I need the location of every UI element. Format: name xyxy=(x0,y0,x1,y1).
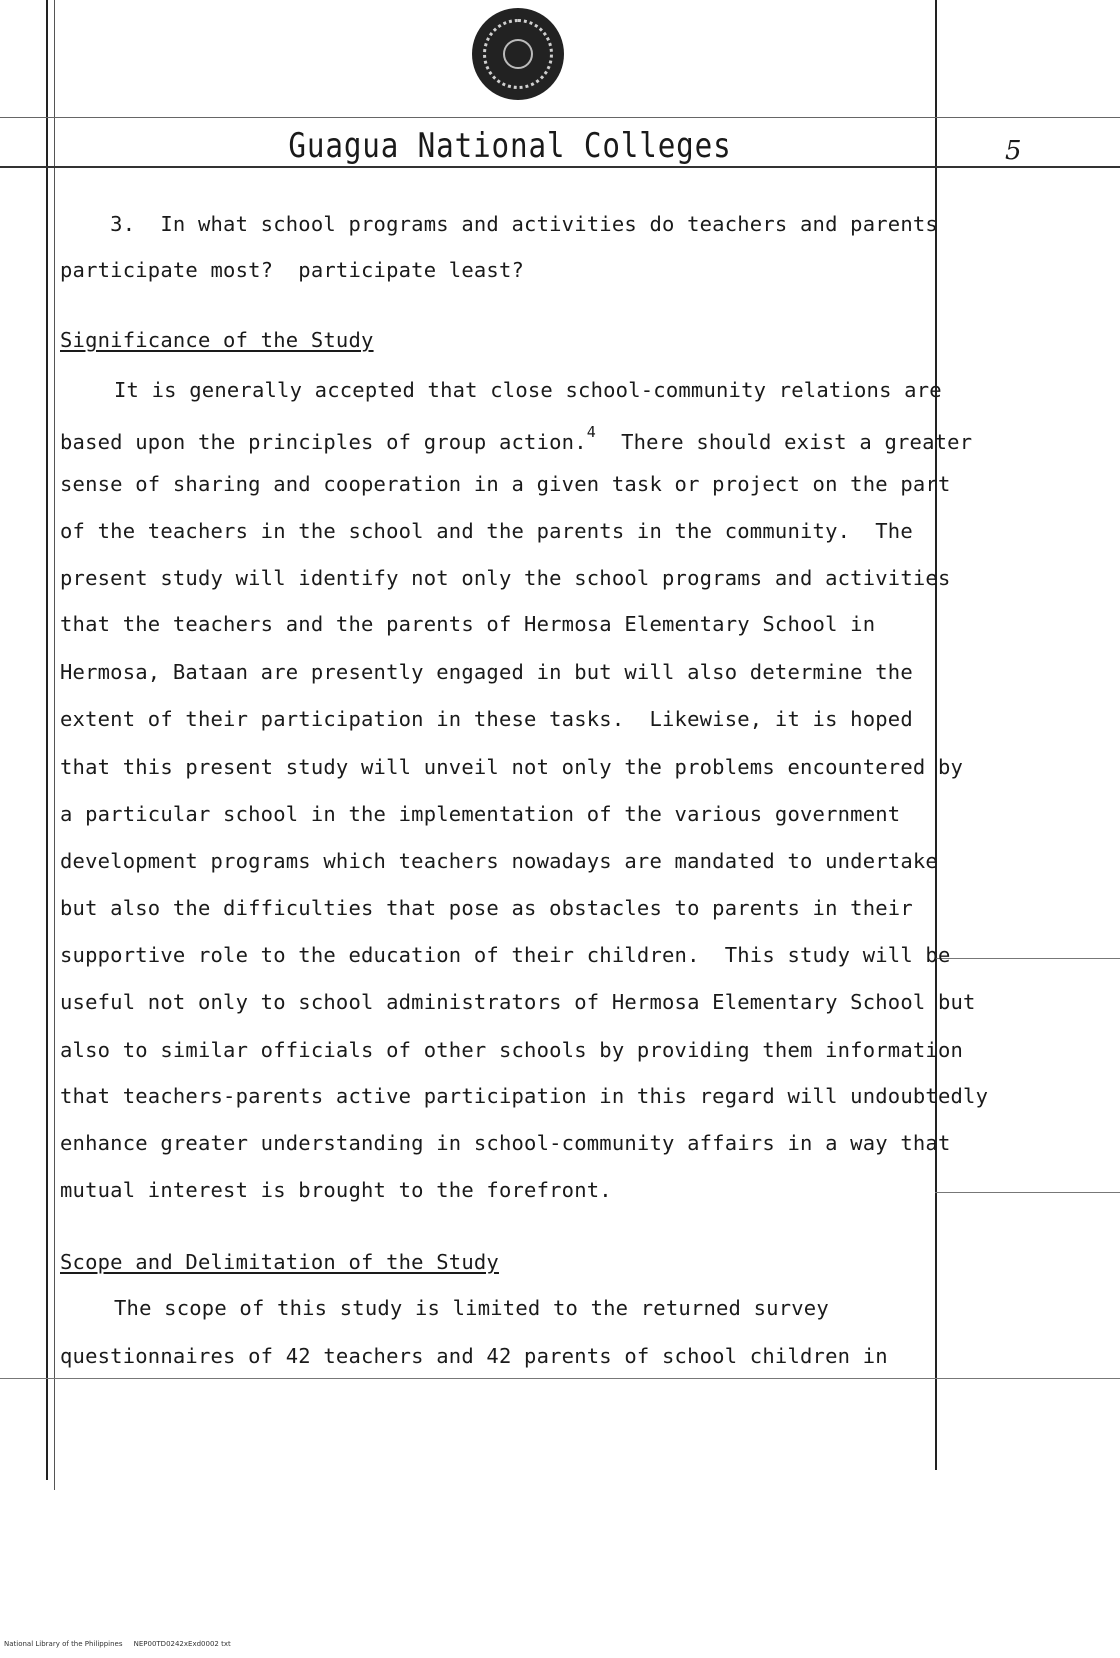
text-line: sense of sharing and cooperation in a given task or project on the part xyxy=(60,472,951,496)
header-rule xyxy=(0,166,1120,168)
text-line: that this present study will unveil not only the problems encountered by xyxy=(60,755,964,779)
text-line: Hermosa, Bataan are presently engaged in but will also determine the xyxy=(60,660,913,684)
text-line: useful not only to school administrators of Hermosa Elementary School but xyxy=(60,990,976,1014)
left-margin-rule-inner xyxy=(54,0,55,1490)
page-number: 5 xyxy=(1005,136,1022,166)
footnote-reference: 4 xyxy=(586,423,596,441)
right-column-rule xyxy=(935,958,1120,959)
text-line: enhance greater understanding in school-community affairs in a way that xyxy=(60,1131,951,1155)
text-line: 3. In what school programs and activities do teachers and parents xyxy=(60,212,938,236)
section-heading-significance: Significance of the Study xyxy=(60,328,374,352)
text-line: The scope of this study is limited to the returned survey xyxy=(114,1296,829,1320)
text-line: present study will identify not only the school programs and activities xyxy=(60,566,951,590)
seal-emblem xyxy=(503,39,533,69)
text-line: questionnaires of 42 teachers and 42 parents of school children in xyxy=(60,1344,888,1368)
college-seal xyxy=(472,8,564,100)
text-line: also to similar officials of other schools by providing them information xyxy=(60,1038,964,1062)
text-line: that teachers-parents active participation in this regard will undoubtedly xyxy=(60,1084,989,1108)
text-line xyxy=(60,424,972,454)
text-line: mutual interest is brought to the forefront. xyxy=(60,1178,612,1202)
text-line: participate most? participate least? xyxy=(60,258,525,282)
seal-ring xyxy=(483,19,553,89)
text-line: It is generally accepted that close school-community relations are xyxy=(114,378,942,402)
left-margin-rule xyxy=(46,0,48,1480)
text-line: development programs which teachers nowadays are mandated to undertake xyxy=(60,849,938,873)
header-top-rule xyxy=(0,117,1120,118)
page-title: Guagua National Colleges xyxy=(288,126,732,166)
bottom-rule xyxy=(0,1378,1120,1379)
text-line: a particular school in the implementation of the various government xyxy=(60,802,901,826)
archive-footer: National Library of the Philippines NEP00TD0242xExd0002 txt xyxy=(4,1640,231,1648)
text-line-part: based upon the principles of group action. xyxy=(60,429,587,454)
section-heading-scope: Scope and Delimitation of the Study xyxy=(60,1250,499,1274)
text-line: supportive role to the education of their children. This study will be xyxy=(60,943,951,967)
text-line: but also the difficulties that pose as obstacles to parents in their xyxy=(60,896,913,920)
text-line-part: There should exist a greater xyxy=(596,429,973,454)
text-line: extent of their participation in these tasks. Likewise, it is hoped xyxy=(60,707,913,731)
right-column-rule-2 xyxy=(935,1192,1120,1193)
text-line: of the teachers in the school and the parents in the community. The xyxy=(60,519,913,543)
text-line: that the teachers and the parents of Hermosa Elementary School in xyxy=(60,612,876,636)
